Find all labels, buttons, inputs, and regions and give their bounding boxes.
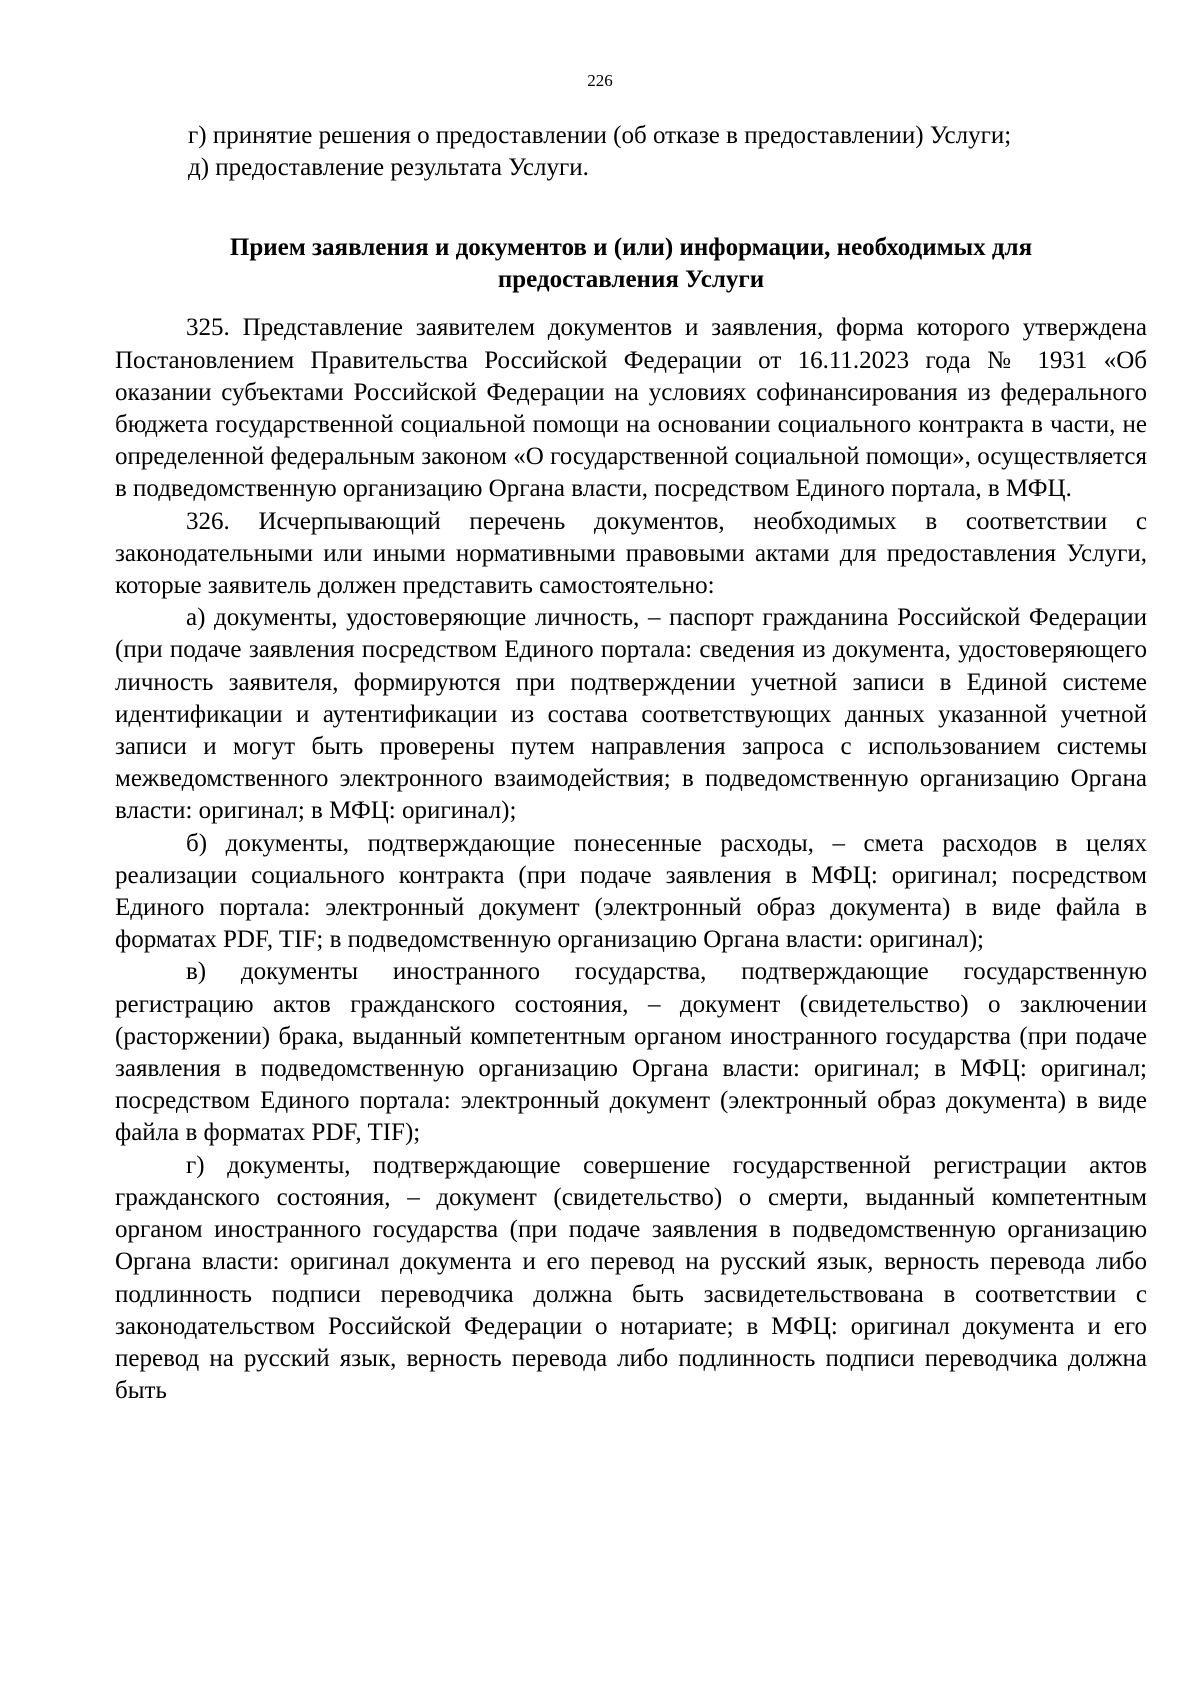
paragraph-326: 326. Исчерпывающий перечень документов, необходимых в соответствии с законодательными или иными нормативными правовыми актами для предоставления Услуги, которые заявитель должен представить самостоятельно: (115, 507, 1147, 600)
page-number: 226 (587, 71, 613, 90)
list-item-a: а) документы, удостоверяющие личность, – паспорт гражданина Российской Федерации (при подаче заявления посредством Единого портала: сведения из документа, удостоверяющего личность заявителя, формируются при подтверждении учетной записи в Единой системе идентификации и аутентификации из состава соответствующих данных указанной учетной записи и могут быть проверены путем направления запроса с использованием системы межведомственного электронного взаимодействия; в подведомственную организацию Органа власти: оригинал; в МФЦ: оригинал); (115, 604, 1147, 825)
intro-item-d: д) предоставление результата Услуги. (188, 154, 589, 182)
document-body (115, 120, 1147, 1407)
list-item-b: б) документы, подтверждающие понесенные расходы, – смета расходов в целях реализации социального контракта (при подаче заявления в МФЦ: оригинал; посредством Единого портала: электронный документ (электронный образ документа) в виде файла в форматах PDF, TIF; в подведомственную организацию Органа власти: оригинал); (115, 829, 1147, 954)
section-heading (115, 232, 1147, 296)
section-heading-line-1: Прием заявления и документов и (или) информации, необходимых для (229, 234, 1033, 262)
paragraph-325: 325. Представление заявителем документов и заявления, форма которого утверждена Постановлением Правительства Российской Федерации от 16.11.2023 года № 1931 «Об оказании субъектами Российской Федерации на условиях софинансирования из федерального бюджета государственной социальной помощи на основании социального контракта в части, не определенной федеральным законом «О государственной социальной помощи», осуществляется в подведомственную организацию Органа власти, посредством Единого портала, в МФЦ. (115, 314, 1147, 503)
section-heading-line-2: предоставления Услуги (497, 266, 765, 294)
list-item-g: г) документы, подтверждающие совершение государственной регистрации актов гражданского состояния, – документ (свидетельство) о смерти, выданный компетентным органом иностранного государства (при подаче заявления в подведомственную организацию Органа власти: оригинал документа и его перевод на русский язык, верность перевода либо подлинность подписи переводчика должна быть засвидетельствована в соответствии с законодательством Российской Федерации о нотариате; в МФЦ: оригинал документа и его перевод на русский язык, верность перевода либо подлинность подписи переводчика должна быть (115, 1151, 1147, 1405)
list-item-v: в) документы иностранного государства, подтверждающие государственную регистрацию актов гражданского состояния, – документ (свидетельство) о заключении (расторжении) брака, выданный компетентным органом иностранного государства (при подаче заявления в подведомственную организацию Органа власти: оригинал; в МФЦ: оригинал; посредством Единого портала: электронный документ (электронный образ документа) в виде файла в форматах PDF, TIF); (115, 958, 1147, 1147)
intro-item-g: г) принятие решения о предоставлении (об отказе в предоставлении) Услуги; (188, 122, 1012, 149)
